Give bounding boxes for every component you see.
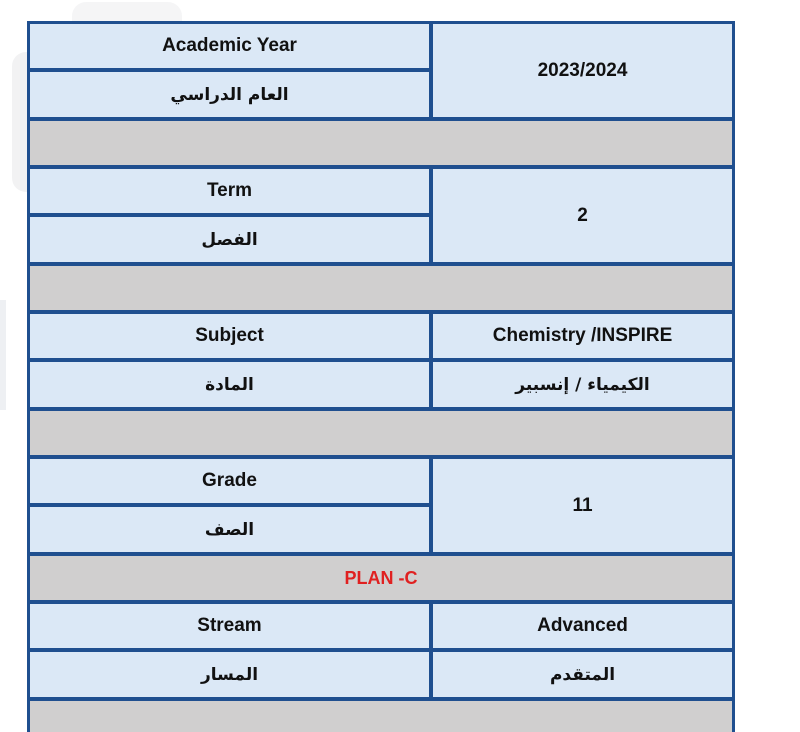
separator-row [30,266,732,310]
grade-label-en: Grade [30,459,429,503]
academic-year-label-ar: العام الدراسي [30,72,429,117]
separator-row [30,411,732,455]
info-table [27,21,735,732]
term-label-ar: الفصل [30,217,429,262]
academic-year-label-en: Academic Year [30,24,429,68]
plan-label: PLAN -C [344,567,418,588]
subject-label-ar: المادة [30,362,429,407]
subject-value-en: Chemistry /INSPIRE [433,314,732,358]
grade-value: 11 [433,459,732,552]
separator-row [30,121,732,165]
subject-value-ar: الكيمياء / إنسبير [433,362,732,407]
stream-value-ar: المتقدم [433,652,732,697]
grade-label-ar: الصف [30,507,429,552]
subject-label-en: Subject [30,314,429,358]
separator-row [30,701,732,732]
stream-label-en: Stream [30,604,429,648]
term-label-en: Term [30,169,429,213]
left-edge-decoration [0,300,6,410]
stream-label-ar: المسار [30,652,429,697]
stream-value-en: Advanced [433,604,732,648]
term-value: 2 [433,169,732,262]
academic-year-value: 2023/2024 [433,24,732,117]
plan-row [30,556,732,600]
